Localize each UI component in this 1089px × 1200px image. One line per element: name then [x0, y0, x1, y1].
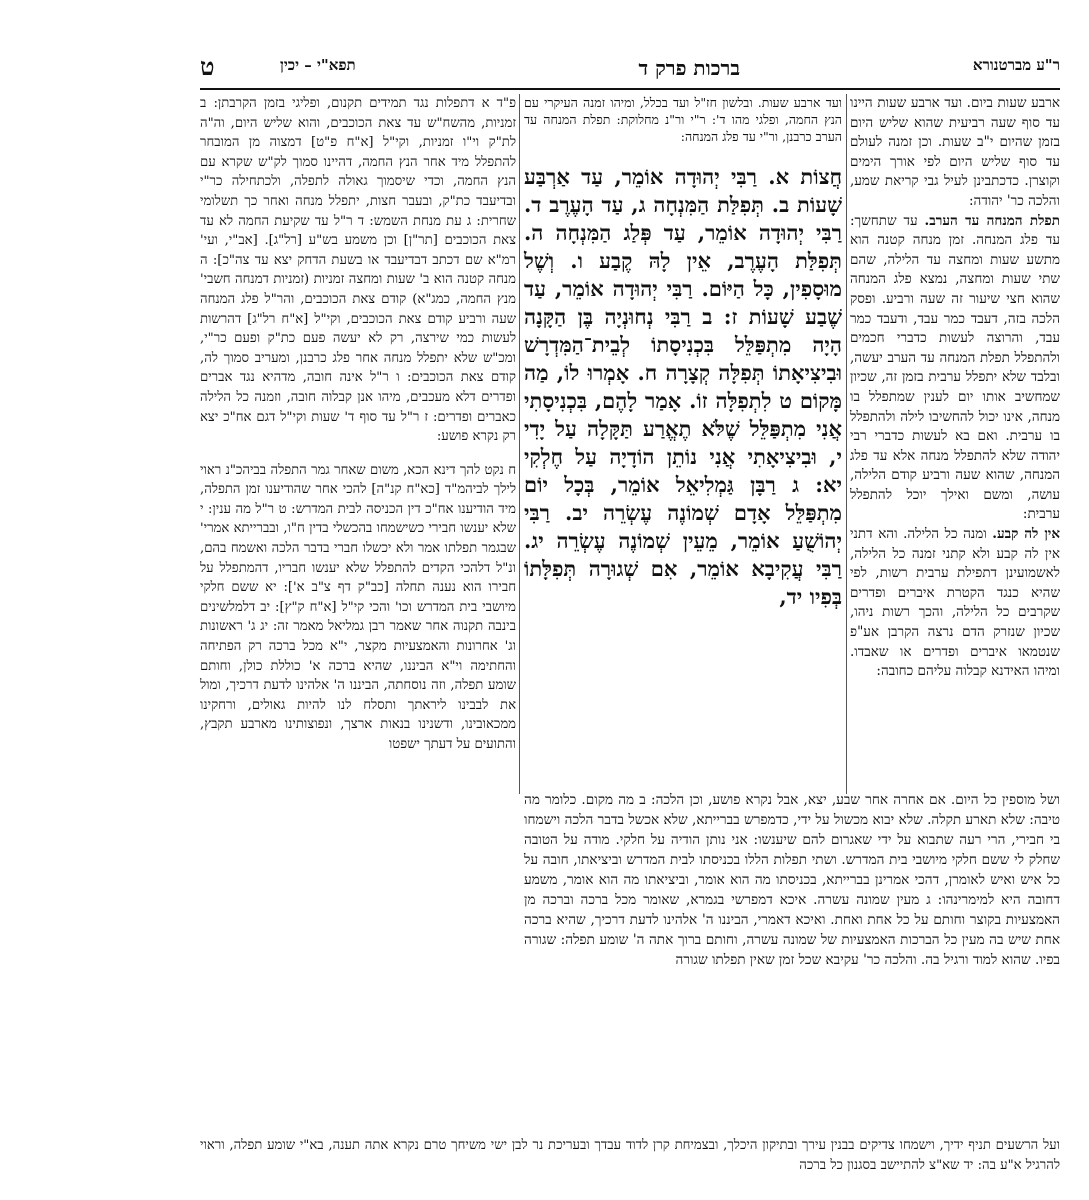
bartenura-continuation: [524, 790, 1060, 970]
bartenura-column: [850, 94, 1060, 682]
header-bartenura-title: ר"ע מברטנורא: [972, 56, 1060, 74]
tiferet-column: [200, 94, 516, 769]
header-rule: [200, 88, 1060, 90]
mishnah-text: חֲצוֹת א. רַבִּי יְהוּדָה אוֹמֵר, עַד אַרְבַּע שָׁעוֹת ב. תְּפִלַּת הַמִּנְחָה ג, עַד הָעֶרֶב ד. רַבִּי יְהוּדָה אוֹמֵר, עַד פְּלַג הַמִּנְחָה ה. תְּפִלַּת הָעֶרֶב, אֵין לָהּ קֶבַע ו. וְשֶׁל מוּסָפִין, כָּל הַיּוֹם. רַבִּי יְהוּדָה אוֹמֵר, עַד שֶׁבַע שָׁעוֹת ז: ב רַבִּי נְחוּנְיָה בֶּן הַקָּנָה הָיָה מִתְפַּלֵּל בִּכְנִיסָתוֹ לְבֵית־הַמִּדְרָשׁ וּבִיצִיאָתוֹ תְּפִלָּה קְצָרָה ח. אָמְרוּ לוֹ, מַה מָּקוֹם ט לִתְפִלָּה זוֹ. אָמַר לָהֶם, בִּכְנִיסָתִי אֲנִי מִתְפַּלֵּל שֶׁלֹּא תֶאֱרַע תַּקָּלָה עַל יָדִי י, וּבִיצִיאָתִי אֲנִי נוֹתֵן הוֹדָיָה עַל חֶלְקִי יא: ג רַבָּן גַּמְלִיאֵל אוֹמֵר, בְּכָל יוֹם מִתְפַּלֵּל אָדָם שְׁמוֹנֶה עֶשְׂרֵה יב. רַבִּי יְהוֹשֻׁעַ אוֹמֵר, מֵעֵין שְׁמוֹנֶה עֶשְׂרֵה יג. רַבִּי עֲקִיבָא אוֹמֵר, אִם שְׁגוּרָה תְּפִלָּתוֹ בְּפִיו יד,: [524, 164, 842, 609]
bartenura-paragraph: [850, 212, 1060, 526]
tiferet-paragraph: פ"ד א דתפלות נגד תמידים תקנום, ופליגי בזמן הקרבתן: ב זמניות, מהשח"ש עד צאת הכוכבים, והוא שליש היום, וה"ה לת"ק וי"ו זמניות, וקי"ל [א"ח פ"ט] דמצוה מן המובחר להתפלל מיד אחר הנץ החמה, דהיינו סמוך לק"ש שקרא עם הנץ החמה, וכדי שיסמוך גאולה לתפלה, ולכתחילה כר"י ובדיעבד כת"ק, ובעבר חצות, יתפלל מנחה ואחר כך תשלומי שחרית: ג עת מנחת השמש: ד ר"ל עד שקיעת החמה לא עד צאת הכוכבים [תר"ן] וכן משמע בש"ע [רל"ג]. [אב"י, ועי' רמ"א שם דכתב דבדיעבד או בשעת הדחק יצא עד צה"כ]: ה מנחה קטנה הוא ב' שעות ומחצה זמניות (זמניות דמנחה חשבי' מנץ החמה, כמג"א) קודם צאת הכוכבים, והר"ל פלג המנחה שעה ורביע קודם צאת הכוכבים, וקי"ל [א"ח רל"ג] דהרשות לעשות כמי שירצה, רק לא יעשה פעם כת"ק ופעם כר"י, ומכ"ש שלא יתפלל מנחה אחר פלג כרבנן, ומעריב סמוך לה, קודם צאת הכוכבים: ו ר"ל אינה חובה, מדהיא נגד אברים ופדרים דלא מעכבים, מיהו אנן קבלוה חובה, וזמנה כל הלילה כאברים ופדרים: ז ר"ל עד סוף ד' שעות וקי"ל דגם אח"כ יצא רק נקרא פושע:: [200, 96, 516, 445]
page-number: ט: [200, 52, 215, 81]
column-divider: [846, 94, 847, 794]
dibur-hamatchil: תפלת המנחה עד הערב.: [924, 212, 1060, 229]
dibur-hamatchil: אין לה קבע.: [992, 526, 1060, 543]
column-divider: [519, 94, 520, 794]
bartenura-paragraph: ושל מוספין כל היום. אם אחרה אחר שבע, יצא, אבל נקרא פושע, וכן הלכה: ב מה מקום. כלומר מה טיבה: שלא תארע תקלה. שלא יבוא מכשול על ידי, כדמפרש בברייתא, שלא אכשל בדבר הלכה וישמחו בי חבירי, הרי רעה שתבוא על ידי שאגרום להם שיענשו: אני נותן הודיה על חלקי. מודה על הטובה שחלק לי ששם חלקי מיושבי בית המדרש. ושתי תפלות הללו בכניסתו לבית המדרש וביציאתו, חובה על כל איש ואיש לאומרן, דהכי אמרינן בברייתא, בכניסתו מה הוא אומר, וביציאתו מה הוא אומר, משמע דחובה היא למימרינהו: ג מעין שמונה עשרה. איכא דמפרשי בגמרא, שאומר מכל ברכה וברכה מן האמצעיות בקוצר וחותם על כל אחת ואחת. ואיכא דאמרי, הביננו ה' אלהינו לדעת דרכיך, שהיא ברכה אחת שיש בה מעין כל הברכות האמצעיות של שמונה עשרה, וחותם ברוך אתה ה' שומע תפלה: שגורה בפיו. שהוא למוד ורגיל בה. והלכה כר' עקיבא שכל זמן שאין תפלתו שגורה: [524, 792, 1060, 968]
talmud-page: [200, 50, 1060, 1173]
page-header: [200, 50, 1060, 84]
bottom-note-text: ועל הרשעים תניף ידיך, וישמחו צדיקים בבנין עירך ובתיקון היכלך, ובצמיחת קרן לדוד עבדך ובעריכת נר לבן ישי משיחך טרם נקרא אתה תענה, בא"י שומע תפלה, וראוי להרגיל א"ע בה: יד שא"צ להתיישב בסגנון כל ברכה: [200, 1138, 1060, 1173]
bottom-note: [200, 1136, 1060, 1176]
mishnah-column: [524, 94, 842, 611]
bartenura-paragraph: ארבע שעות ביום. ועד ארבע שעות היינו עד סוף שעה רביעית שהוא שליש היום בזמן שהיום י"ב שעות. וכן זמנה לעולם עד סוף שליש היום לפי אורך הימים וקוצרן. כדכתבינן לעיל גבי קריאת שמע, והלכה כר' יהודה:: [850, 95, 1060, 209]
bartenura-text: עד שתחשך: עד פלג המנחה. זמן מנחה קטנה הוא מתשע שעות ומחצה עד הלילה, שהם שתי שעות ומחצה, נמצא פלג המנחה שהוא חצי שיעור זה שעה ורביע. ופסק הלכה בזה, דעבד כמר עבד, ודעבד כמר עבד, והרוצה לעשות כדברי חכמים ולהתפלל תפלת המנחה עד הערב יעשה, ובלבד שלא יתפלל ערבית בזמן זה, שכיון שמחשיב אותו יום לענין שמתפלל בו מנחה, אינו יכול להחשיבו לילה ולהתפלל בו ערבית. ואם בא לעשות כדברי רבי יהודה שלא להתפלל מנחה אלא עד פלג המנחה, שהוא שעה ורביע קודם הלילה, עושה, ומשם ואילך יוכל להתפלל ערבית:: [850, 212, 1060, 523]
bartenura-paragraph: [850, 525, 1060, 682]
header-tractate-title: ברכות פרק ד: [638, 56, 740, 80]
bartenura-text: ומנה כל הלילה. והא דתני אין לה קבע ולא קתני זמנה כל הלילה, לאשמועינן דתפילת ערבית רשות, לפי שהיא כנגד הקטרת איברים ופדרים שקרבים כל הלילה, והכך רשות ניהו, שכיון שנזרק הדם נרצה הקרבן אע"פ שנטמאו איברים ופדרים או שאבדו. ומיהו האידנא קבלוה עליהם כחובה:: [850, 526, 1060, 680]
header-tiferet-title: תפא"י – יכין: [280, 56, 356, 74]
mishnah-top-commentary: ועד ארבע שעות. ובלשון חז"ל ועד בכלל, ומיהו זמנה העיקרי עם הנץ החמה, ופלגי מהו ד': ר"י ור"נ מחלוקת: תפלת המנחה עד הערב כרבנן, ור"י עד פלג המנחה:: [524, 95, 842, 144]
tiferet-paragraph: ח נקט להך דינא הכא, משום שאחר גמר התפלה בביהכ"נ ראוי לילך לביהמ"ד [כא"ח קנ"ה] להכי אחר שהודיענו זמן התפלה, מיד הודיענו אח"כ דין הכניסה לבית המדרש: ט ר"ל מה ענין: י שלא יענשו חבירי כשישמחו בהכשלי בדין ח"ו, ובברייתא אמרי' שבגמר תפלתו אמר ולא יכשלו חברי בדבר הלכה ואשמח בהם, ונ"ל דלהכי הקדים להתפלל שלא יענשו חבריו, דהמתפלל על חבירו הוא נענה תחלה [כב"ק דף צ"ב א']: יא ששם חלקי מיושבי בית המדרש וכו' והכי קי"ל [א"ח ק"ץ]: יב דלמלשינים בינבה תקנוה אחר שאמר רבן גמליאל מאמר זה: יג ג' ראשונות וג' אחרונות והאמצעיות מקצר, י"א מכל ברכה רק הפתיחה והחתימה וי"א הביננו, שהיא ברכה א' כוללת כולן, וחותם שומע תפלה, וזה נוסחתה, הביננו ה' אלהינו לדעת דרכיך, ומול את לבבינו ליראתך ותסלח לנו להיות גאולים, ורחקינו ממכאובינו, ודשנינו בנאות ארצך, ונפוצותינו מארבע תקבץ, והתועים על דעתך ישפטו: [200, 462, 516, 752]
